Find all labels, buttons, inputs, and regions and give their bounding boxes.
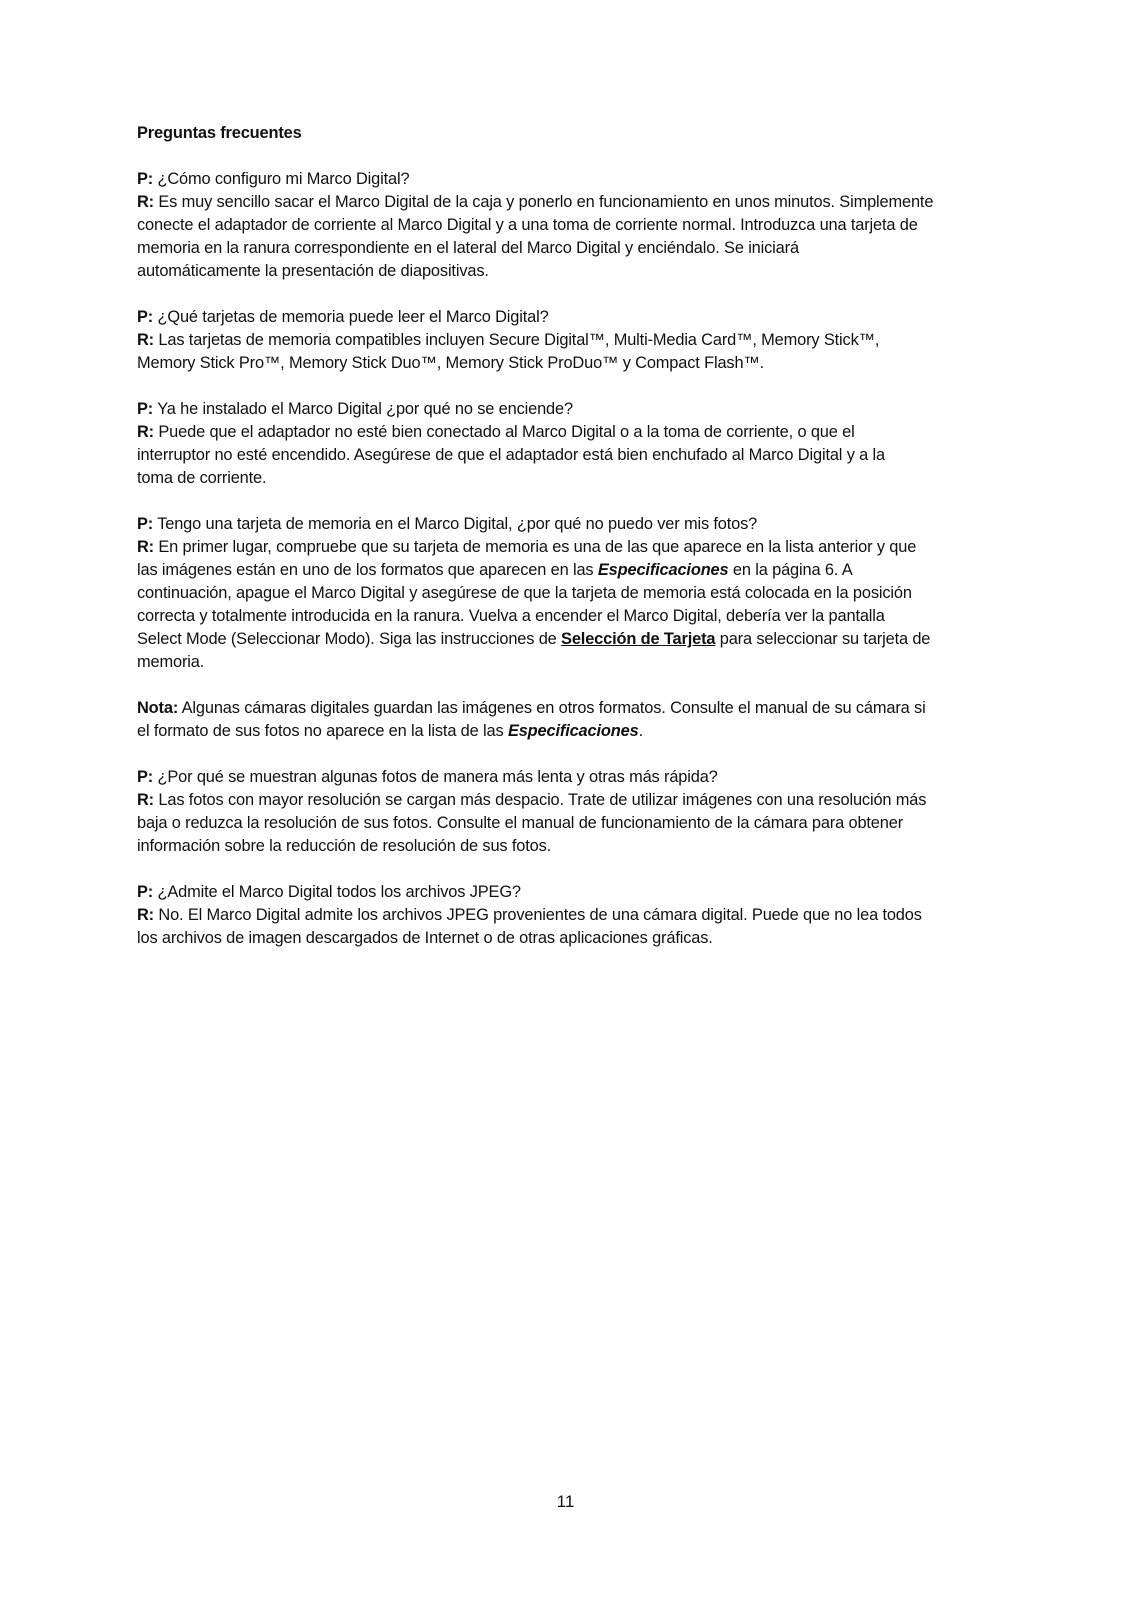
- answer-text: Las fotos con mayor resolución se cargan más despacio. Trate de utilizar imágenes con una resolución más: [154, 791, 927, 809]
- faq-answer-line: [137, 559, 1017, 582]
- answer-label: R:: [137, 193, 154, 211]
- note-line: [137, 697, 1017, 720]
- answer-text: Es muy sencillo sacar el Marco Digital de la caja y ponerlo en funcionamiento en unos minutos. Simplemente: [154, 193, 934, 211]
- faq-answer-line: memoria en la ranura correspondiente en el lateral del Marco Digital y enciéndalo. Se iniciará: [137, 239, 799, 257]
- faq-answer-line: continuación, apague el Marco Digital y asegúrese de que la tarjeta de memoria está colocada en la posición: [137, 584, 912, 602]
- faq-answer-line: [137, 789, 1017, 812]
- question-label: P:: [137, 308, 154, 326]
- faq-item-speed: [137, 766, 1017, 858]
- page-title: Preguntas frecuentes: [137, 124, 302, 142]
- question-label: P:: [137, 883, 154, 901]
- faq-question: [137, 766, 1017, 789]
- faq-answer-line: interruptor no esté encendido. Asegúrese de que el adaptador está bien enchufado al Marco Digital y a la: [137, 446, 885, 464]
- question-text: ¿Cómo configuro mi Marco Digital?: [153, 170, 410, 188]
- faq-question: [137, 398, 1017, 421]
- note-label: Nota:: [137, 699, 179, 717]
- answer-label: R:: [137, 906, 154, 924]
- note-text: Algunas cámaras digitales guardan las imágenes en otros formatos. Consulte el manual de su cámara si: [178, 699, 926, 717]
- answer-text: No. El Marco Digital admite los archivos JPEG provenientes de una cámara digital. Puede que no lea todos: [154, 906, 922, 924]
- faq-answer-line: [137, 904, 1017, 927]
- faq-question: [137, 306, 1017, 329]
- faq-answer-line: [137, 421, 1017, 444]
- faq-answer-line: toma de corriente.: [137, 469, 267, 487]
- answer-label: R:: [137, 423, 154, 441]
- answer-text: para seleccionar su tarjeta de: [715, 630, 931, 648]
- card-selection-link[interactable]: Selección de Tarjeta: [561, 630, 716, 648]
- note-text: el formato de sus fotos no aparece en la lista de las: [137, 722, 508, 740]
- answer-text: Puede que el adaptador no esté bien conectado al Marco Digital o a la toma de corriente, o que el: [154, 423, 855, 441]
- page-number: 11: [556, 1492, 575, 1511]
- faq-question: [137, 881, 1017, 904]
- faq-answer-line: [137, 536, 1017, 559]
- answer-label: R:: [137, 331, 154, 349]
- question-text: Tengo una tarjeta de memoria en el Marco Digital, ¿por qué no puedo ver mis fotos?: [153, 515, 758, 533]
- question-text: ¿Qué tarjetas de memoria puede leer el Marco Digital?: [153, 308, 549, 326]
- question-label: P:: [137, 400, 154, 418]
- note-block: [137, 697, 1017, 743]
- question-label: P:: [137, 768, 154, 786]
- answer-text: Las tarjetas de memoria compatibles incluyen Secure Digital™, Multi-Media Card™, Memory Stick™,: [154, 331, 880, 349]
- specifications-reference: Especificaciones: [597, 561, 729, 579]
- faq-answer-line: [137, 329, 1017, 352]
- faq-answer-line: [137, 628, 1017, 651]
- faq-answer-line: información sobre la reducción de resolución de sus fotos.: [137, 837, 552, 855]
- faq-answer-line: Memory Stick Pro™, Memory Stick Duo™, Memory Stick ProDuo™ y Compact Flash™.: [137, 354, 765, 372]
- faq-item-power: [137, 398, 1017, 490]
- answer-text: las imágenes están en uno de los formatos que aparecen en las: [137, 561, 598, 579]
- note-text: .: [638, 722, 643, 740]
- faq-question: [137, 513, 1017, 536]
- question-text: Ya he instalado el Marco Digital ¿por qué no se enciende?: [153, 400, 573, 418]
- faq-item-jpeg: [137, 881, 1017, 950]
- answer-text: en la página 6. A: [728, 561, 853, 579]
- specifications-reference: Especificaciones: [507, 722, 639, 740]
- answer-text: En primer lugar, compruebe que su tarjeta de memoria es una de las que aparece en la lista anterior y que: [154, 538, 917, 556]
- faq-answer-line: los archivos de imagen descargados de Internet o de otras aplicaciones gráficas.: [137, 929, 713, 947]
- faq-answer-line: [137, 191, 1017, 214]
- note-line: [137, 720, 1017, 743]
- faq-answer-line: automáticamente la presentación de diapositivas.: [137, 262, 489, 280]
- faq-question: [137, 168, 1017, 191]
- faq-answer-line: baja o reduzca la resolución de sus fotos. Consulte el manual de funcionamiento de la cámara para obtener: [137, 814, 904, 832]
- faq-answer-line: memoria.: [137, 653, 205, 671]
- faq-item-setup: [137, 168, 1017, 283]
- answer-text: Select Mode (Seleccionar Modo). Siga las instrucciones de: [137, 630, 562, 648]
- faq-answer-line: conecte el adaptador de corriente al Marco Digital y a una toma de corriente normal. Introduzca una tarjeta de: [137, 216, 918, 234]
- faq-answer-line: correcta y totalmente introducida en la ranura. Vuelva a encender el Marco Digital, debería ver la pantalla: [137, 607, 885, 625]
- answer-label: R:: [137, 791, 154, 809]
- answer-label: R:: [137, 538, 154, 556]
- question-text: ¿Por qué se muestran algunas fotos de manera más lenta y otras más rápida?: [153, 768, 718, 786]
- question-label: P:: [137, 170, 154, 188]
- question-text: ¿Admite el Marco Digital todos los archivos JPEG?: [153, 883, 521, 901]
- document-body: [137, 122, 1017, 973]
- question-label: P:: [137, 515, 154, 533]
- faq-item-memory-cards: [137, 306, 1017, 375]
- faq-item-photos: [137, 513, 1017, 674]
